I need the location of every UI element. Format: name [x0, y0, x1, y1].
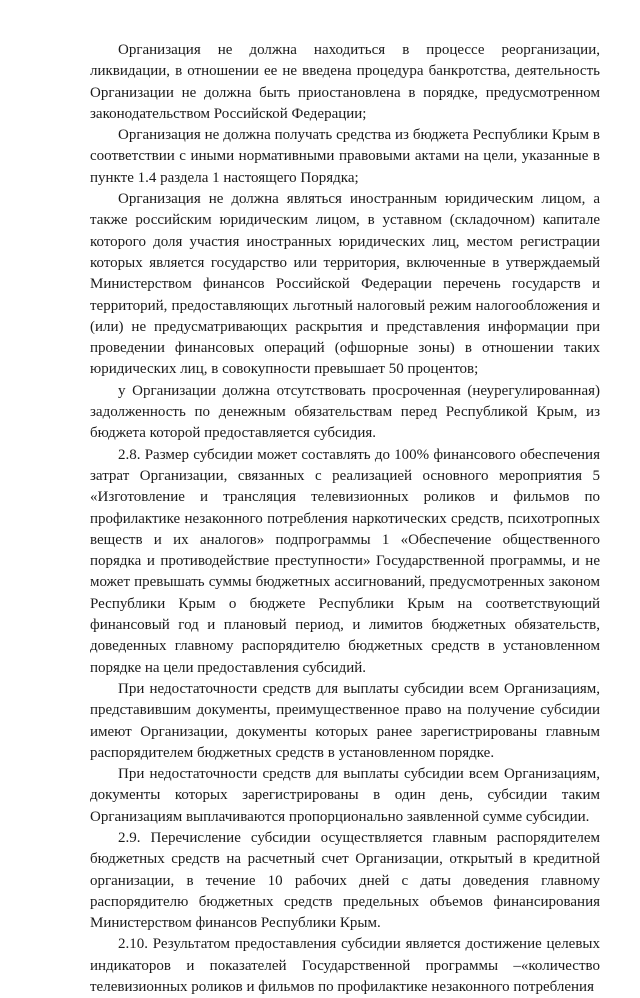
paragraph-2-10-result: 2.10. Результатом предоставления субсидии является достижение целевых индикаторов и показателей Государственной программы –«количество телевизионных роликов и фильмов по профилактике незаконного потребления: [90, 936, 600, 996]
document-body: [90, 40, 600, 998]
paragraph-budget-funds-condition: Организация не должна получать средства из бюджета Республики Крым в соответствии с иными нормативными правовыми актами на цели, указанные в пункте 1.4 раздела 1 настоящего Порядка;: [90, 127, 600, 186]
paragraph-reorganization-condition: Организация не должна находиться в процессе реорганизации, ликвидации, в отношении ее не введена процедура банкротства, деятельность Организации не должна быть приостановлена в порядке, предусмотренном законодательством Российской Федерации;: [90, 42, 600, 122]
paragraph-priority-right: При недостаточности средств для выплаты субсидии всем Организациям, представившим документы, преимущественное право на получение субсидии имеют Организации, документы которых ранее зарегистрированы главным распорядителем бюджетных средств в установленном порядке.: [90, 680, 600, 761]
paragraph-debt-condition: у Организации должна отсутствовать просроченная (неурегулированная) задолженность по денежным обязательствам перед Республикой Крым, из бюджета которой предоставляется субсидия.: [90, 382, 600, 442]
paragraph-foreign-entity-condition: Организация не должна являться иностранным юридическим лицом, а также российским юридическим лицом, в уставном (складочном) капитале которого доля участия иностранных юридических лиц, местом регистрации которых является государство или территория, включенные в утверждаемый Министерством финансов Российской Федерации перечень государств и территорий, предоставляющих льготный налоговый режим налогообложения и (или) не предусматривающих раскрытия и представления информации при проведении финансовых операций (офшорные зоны) в отношении таких юридических лиц, в совокупности превышает 50 процентов;: [90, 191, 600, 378]
paragraph-2-9-transfer: 2.9. Перечисление субсидии осуществляется главным распорядителем бюджетных средств на расчетный счет Организации, открытый в кредитной организации, в течение 10 рабочих дней с даты доведения главному распорядителю бюджетных средств предельных объемов финансирования Министерством финансов Республики Крым.: [90, 829, 600, 932]
paragraph-2-8-subsidy-amount: 2.8. Размер субсидии может составлять до 100% финансового обеспечения затрат Организации, связанных с реализацией основного мероприятия 5 «Изготовление и трансляция телевизионных роликов и фильмов по профилактике незаконного потребления наркотических средств, психотропных веществ и их аналогов» подпрограммы 1 «Обеспечение общественного порядка и противодействие преступности» Государственной программы, и не может превышать суммы бюджетных ассигнований, предусмотренных законом Республики Крым о бюджете Республики Крым на соответствующий финансовый год и плановый период, и лимитов бюджетных обязательств, доведенных главному распорядителю бюджетных средств в установленном порядке на цели предоставления субсидий.: [90, 446, 600, 676]
paragraph-proportional-payment: При недостаточности средств для выплаты субсидии всем Организациям, документы которых зарегистрированы в один день, субсидии таким Организациям выплачиваются пропорционально заявленной сумме субсидии.: [90, 766, 600, 825]
